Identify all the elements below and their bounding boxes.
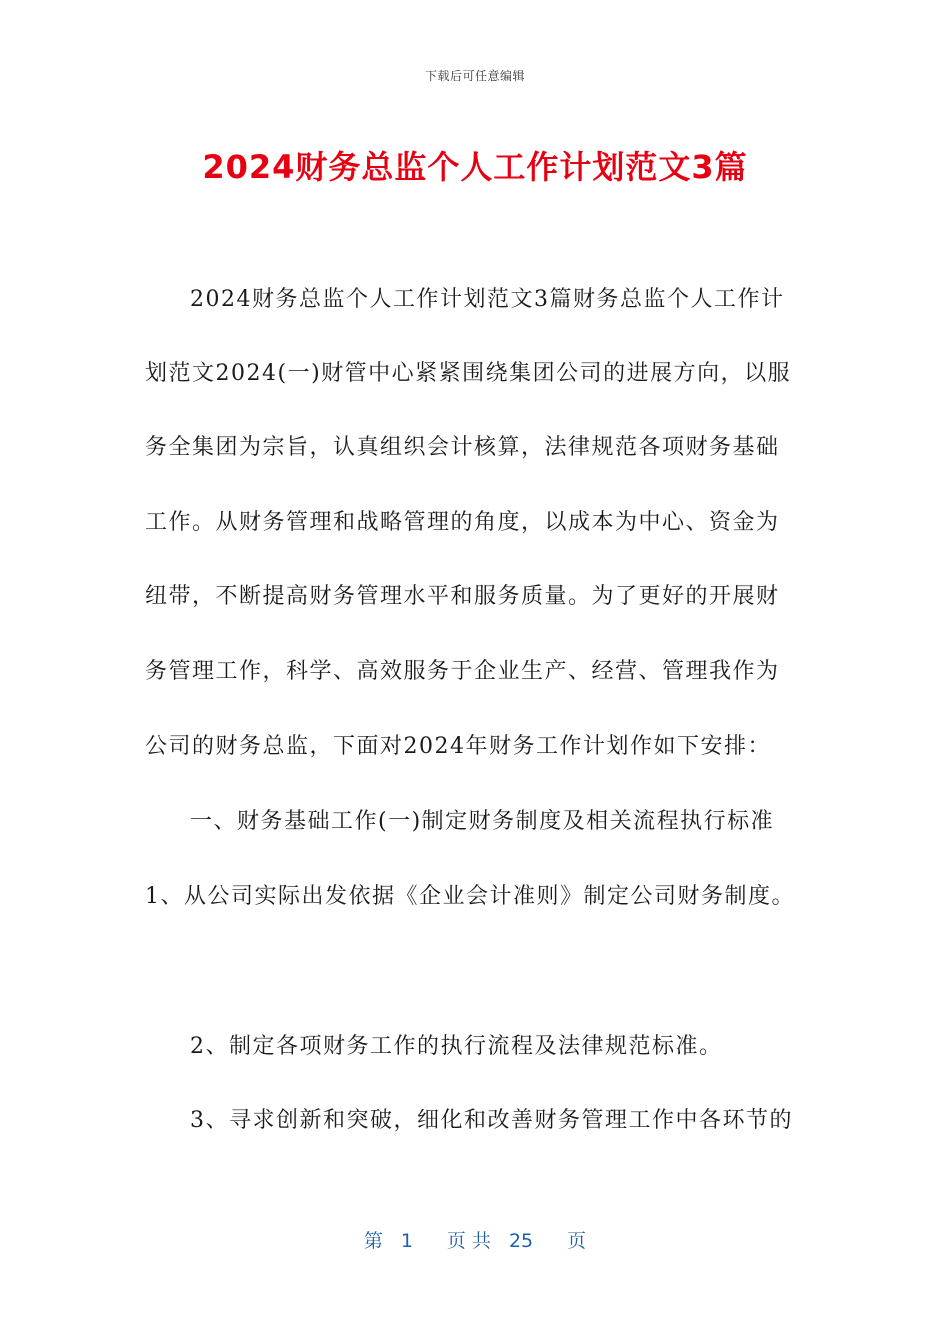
paragraph-line-2: 划范文2024(一)财管中心紧紧围绕集团公司的进展方向，以服: [145, 361, 792, 386]
page-number: 1: [400, 1230, 413, 1252]
page-mid: 页 共: [446, 1230, 491, 1252]
header-note: 下载后可任意编辑: [424, 69, 525, 83]
paragraph-line-4: 工作。从财务管理和战略管理的角度，以成本为中心、资金为: [145, 510, 780, 535]
list-item-3: 3、寻求创新和突破，细化和改善财务管理工作中各环节的: [190, 1108, 793, 1133]
page-footer: [0, 1226, 950, 1253]
document-title: 2024财务总监个人工作计划范文3篇: [202, 148, 748, 186]
page-prefix: 第: [363, 1230, 383, 1252]
list-item-2: 2、制定各项财务工作的执行流程及法律规范标准。: [190, 1034, 723, 1059]
paragraph-line-6: 务管理工作，科学、高效服务于企业生产、经营、管理我作为: [145, 659, 780, 684]
paragraph-line-3: 务全集团为宗旨，认真组织会计核算，法律规范各项财务基础: [145, 435, 780, 460]
paragraph-line-7: 公司的财务总监，下面对2024年财务工作计划作如下安排：: [145, 734, 771, 759]
paragraph-line-5: 纽带，不断提高财务管理水平和服务质量。为了更好的开展财: [145, 584, 780, 609]
list-item-1: 1、从公司实际出发依据《企业会计准则》制定公司财务制度。: [145, 884, 795, 909]
page-suffix: 页: [567, 1230, 587, 1252]
paragraph-line-1: 2024财务总监个人工作计划范文3篇财务总监个人工作计: [190, 287, 785, 312]
page-total: 25: [508, 1230, 534, 1252]
section-heading-line: 一、财务基础工作(一)制定财务制度及相关流程执行标准: [190, 809, 775, 834]
